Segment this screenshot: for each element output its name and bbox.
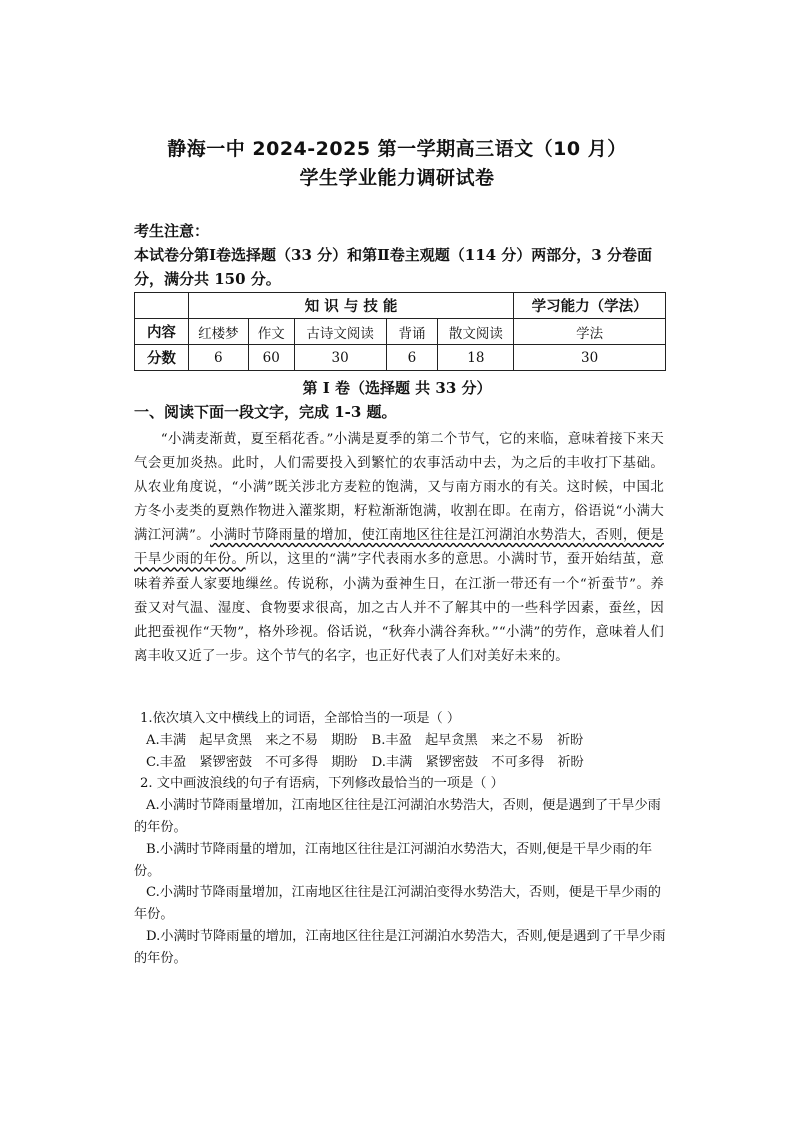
column-header: 作文 [248,319,294,345]
score-cell: 30 [514,345,666,371]
question-1-option-b: B.丰盈 起早贪黑 来之不易 祈盼 [371,732,584,748]
score-cell: 18 [438,345,514,371]
group-header-learning: 学习能力（学法） [514,293,666,319]
question-2-option-d: D.小满时节降雨量的增加，江南地区往往是江河湖泊水势浩大，否则,便是遇到了干旱少雨的年份。 [134,928,666,966]
question-group-heading: 一、阅读下面一段文字，完成 1-3 题。 [134,403,397,421]
question-1-options-cd [134,752,666,774]
question-1-option-d: D.丰满 紧锣密鼓 不可多得 祈盼 [371,754,584,770]
notice-text: 本试卷分第Ⅰ卷选择题（33 分）和第Ⅱ卷主观题（114 分）两部分，3 分卷面分，满分共 150 分。 [134,246,652,288]
question-2-option-b: B.小满时节降雨量的增加，江南地区往往是江河湖泊水势浩大，否则,便是干旱少雨的年份。 [134,841,653,879]
row-label-content: 内容 [135,319,189,345]
question-1-option-a: A.丰满 起早贪黑 来之不易 期盼 [146,732,358,748]
score-cell: 30 [294,345,386,371]
questions-block [134,708,666,970]
column-header: 散文阅读 [438,319,514,345]
table-corner-cell [135,293,189,319]
score-table-group-row [135,293,666,319]
question-2-stem: 2. 文中画波浪线的句子有语病，下列修改最恰当的一项是（ ） [140,776,504,792]
question-1-option-c: C.丰盈 紧锣密鼓 不可多得 期盼 [146,754,358,770]
score-cell: 6 [188,345,248,371]
wavy-underlined-sentence: 小满时节降雨量的增加，使江南地区往往是江河湖泊水势浩大，否则，便是干旱少雨的年份。 [134,528,664,568]
question-2-option-a: A.小满时节降雨量增加，江南地区往往是江河湖泊水势浩大，否则，便是遇到了干旱少雨的年份。 [134,798,661,835]
group-header-knowledge: 知 识 与 技 能 [188,293,513,319]
column-header: 背诵 [386,319,438,345]
score-table-score-row [135,345,666,371]
score-cell: 60 [248,345,294,371]
passage-text-after: 所以，这里的“满”字代表雨水多的意思。小满时节，蚕开始结茧，意味着养蚕人家要地缫丝。传说称，小满为蚕神生日，在江浙一带还有一个“祈蚕节”。养蚕又对气温、湿度、食物要求很高，加之古人并不了解其中的一些科学因素，蚕丝，因此把蚕视作“天物”，格外珍视。俗话说，“秋奔小满谷奔秋。”“小满”的劳作，意味着人们离丰收又近了一步。这个节气的名字，也正好代表了人们对美好未来的。 [134,552,665,664]
score-cell: 6 [386,345,438,371]
score-table [134,292,666,371]
question-1-stem: 1.依次填入文中横线上的词语，全部恰当的一项是（ ） [140,711,461,726]
section-title: 第 Ⅰ 卷（选择题 共 33 分） [302,379,492,397]
column-header: 红楼梦 [188,319,248,345]
passage-text-before: “小满麦渐黄，夏至稻花香。”小满是夏季的第二个节气，它的来临，意味着接下来天气会更加炎热。此时，人们需要投入到繁忙的农事活动中去，为之后的丰收打下基础。从农业角度说，“小满”既关涉北方麦粒的饱满，又与南方雨水的有关。这时候，中国北方冬小麦类的夏熟作物进入灌浆期，籽粒渐渐饱满，收割在即。在南方，俗语说“小满大满江河满”。 [134,432,664,544]
column-header: 学法 [514,319,666,345]
score-table-content-row [135,319,666,345]
exam-title-line1: 静海一中 2024-2025 第一学期高三语文（10 月） [167,138,627,160]
exam-title-line2: 学生学业能力调研试卷 [299,167,495,189]
question-1-options-ab [134,730,666,752]
reading-passage [134,428,664,669]
question-2-option-c: C.小满时节降雨量增加，江南地区往往是江河湖泊变得水势浩大，否则，便是干旱少雨的年份。 [134,885,661,923]
notice-label: 考生注意： [134,222,210,240]
row-label-score: 分数 [135,345,189,371]
column-header: 古诗文阅读 [294,319,386,345]
passage-paragraph [134,428,664,669]
